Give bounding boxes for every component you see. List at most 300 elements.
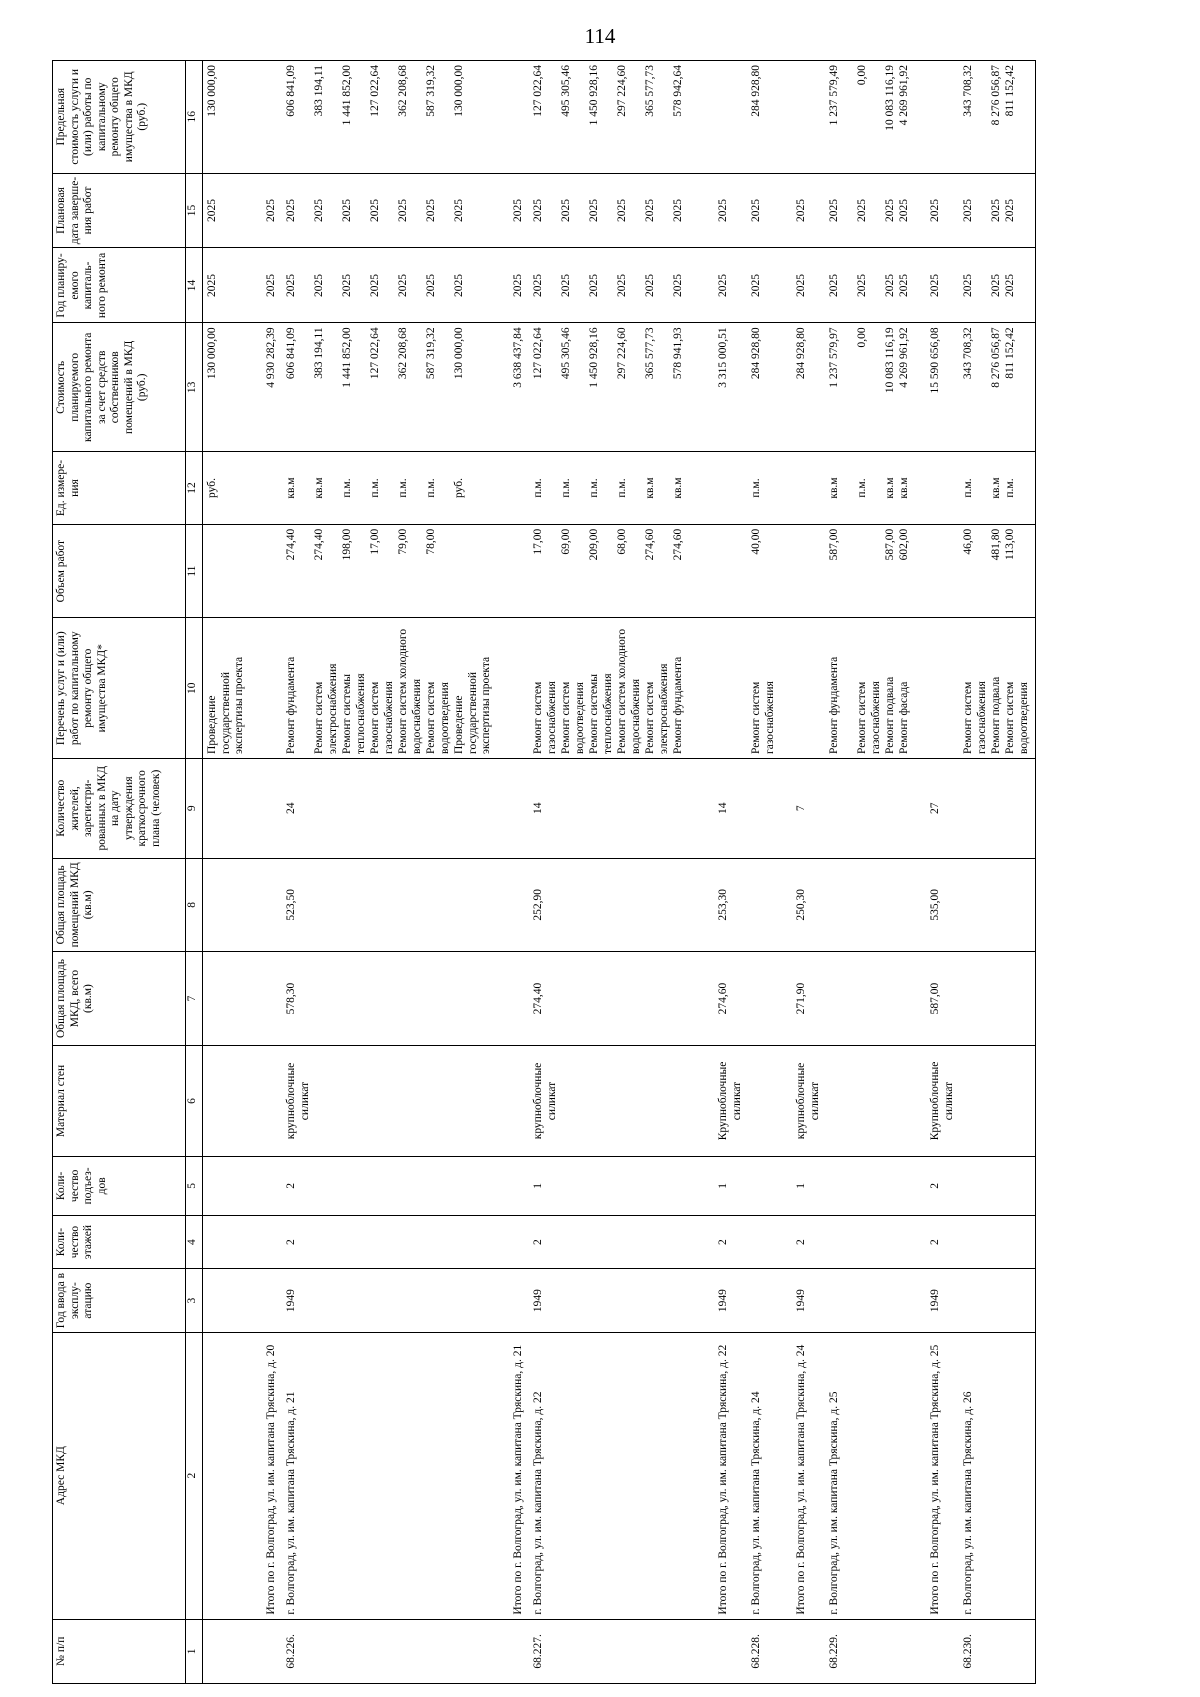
unit-item: кв.м — [644, 477, 656, 499]
plan-year-item: 2025 — [884, 273, 897, 297]
unit-cell — [915, 452, 959, 525]
end-date-item: 2025 — [532, 199, 544, 222]
volume-cell — [703, 524, 747, 618]
address-cell: г. Волгоград, ул. им. капитана Тряскина, д. 21 — [282, 1332, 498, 1619]
cost-item: 343 708,32 — [962, 327, 975, 380]
row-number — [703, 1619, 747, 1683]
material-cell — [959, 1045, 1036, 1156]
rooms-area-cell: 253,30 — [703, 858, 747, 952]
plan-year-item: 2025 — [512, 273, 524, 297]
cost-item: 127 022,64 — [532, 327, 544, 380]
total-row — [251, 61, 282, 1684]
column-number: 12 — [186, 452, 203, 525]
limit-item: 1 237 579,49 — [828, 65, 841, 126]
year-cell: 1949 — [282, 1269, 498, 1332]
unit-item: кв.м — [828, 477, 841, 499]
works-item: Проведение государственной экспертизы проекта — [206, 656, 246, 754]
material-cell: крупноблочные силикат — [781, 1045, 825, 1156]
total-area-cell: 587,00 — [915, 952, 959, 1046]
address-cell — [203, 1332, 252, 1619]
plan-year-item: 2025 — [962, 273, 975, 297]
floors-cell — [747, 1215, 781, 1269]
repair-plan-table — [52, 60, 1036, 1684]
end-date-item: 2025 — [341, 199, 353, 222]
volume-item — [717, 529, 731, 614]
cost-item: 1 450 928,16 — [588, 327, 600, 388]
end-date-cell — [529, 173, 703, 248]
material-cell: крупноблочные силикат — [282, 1045, 498, 1156]
unit-item: п.м. — [588, 478, 600, 498]
volume-cell — [959, 524, 1036, 618]
plan-year-item: 2025 — [453, 273, 465, 297]
unit-cell — [529, 452, 703, 525]
works-cell — [959, 618, 1036, 759]
end-date-item: 2025 — [588, 199, 600, 222]
volume-item: 113,00 — [1004, 528, 1017, 560]
rooms-area-cell — [825, 858, 915, 952]
unit-cell — [703, 452, 747, 525]
cost-item: 284 928,80 — [795, 327, 808, 380]
year-cell — [825, 1269, 915, 1332]
volume-item — [265, 529, 279, 614]
limit-item: 10 083 116,19 — [884, 65, 897, 131]
year-cell — [203, 1269, 252, 1332]
year-cell: 1949 — [915, 1269, 959, 1332]
cost-item: 3 315 000,51 — [717, 327, 729, 388]
end-date-item: 2025 — [285, 199, 297, 222]
material-cell — [498, 1045, 529, 1156]
works-item: Ремонт систем газоснабжения — [962, 681, 988, 754]
column-number-row — [186, 61, 203, 1684]
column-number: 4 — [186, 1215, 203, 1269]
column-header: Плановая дата заверше-ния работ — [53, 173, 186, 248]
column-number: 5 — [186, 1157, 203, 1216]
entrances-cell — [203, 1157, 252, 1216]
cost-item: 297 224,60 — [616, 327, 628, 380]
volume-cell — [498, 524, 529, 618]
unit-item: кв.м — [313, 477, 325, 499]
volume-cell — [529, 524, 703, 618]
header-row — [53, 61, 186, 1684]
entrances-cell: 1 — [781, 1157, 825, 1216]
limit-item: 587 319,32 — [425, 65, 437, 117]
end-date-item: 2025 — [898, 199, 911, 222]
limit-item: 130 000,00 — [453, 65, 465, 117]
works-cell — [251, 618, 282, 759]
floors-cell: 2 — [529, 1215, 703, 1269]
material-cell — [825, 1045, 915, 1156]
unit-cell — [203, 452, 252, 525]
unit-item: руб. — [453, 478, 465, 498]
limit-item — [717, 65, 731, 169]
plan-year-item: 2025 — [369, 273, 381, 297]
plan-year-cell — [959, 248, 1036, 323]
plan-year-item: 2025 — [206, 273, 218, 297]
limit-item: 495 305,46 — [560, 65, 572, 117]
row-number: 68.229. — [825, 1619, 915, 1683]
cost-cell — [529, 323, 703, 452]
end-date-cell — [959, 173, 1036, 248]
total-area-cell: 274,40 — [529, 952, 703, 1046]
unit-item: п.м. — [616, 478, 628, 498]
end-date-item: 2025 — [828, 199, 841, 222]
row-number — [781, 1619, 825, 1683]
rooms-area-cell — [251, 858, 282, 952]
plan-year-item: 2025 — [1004, 273, 1017, 297]
column-header: Материал стен — [53, 1045, 186, 1156]
limit-cell — [703, 61, 747, 174]
limit-cell — [747, 61, 781, 174]
entrances-cell — [747, 1157, 781, 1216]
column-number: 2 — [186, 1332, 203, 1619]
limit-cell — [825, 61, 915, 174]
plan-year-cell — [825, 248, 915, 323]
limit-item — [795, 65, 809, 169]
limit-item: 127 022,64 — [532, 65, 544, 117]
column-header: Ед. измере-ния — [53, 452, 186, 525]
works-cell — [915, 618, 959, 759]
column-number: 3 — [186, 1269, 203, 1332]
unit-item: кв.м — [898, 477, 911, 499]
column-header: Общая площадь помещений МКД (кв.м) — [53, 858, 186, 952]
repair-plan-sheet — [52, 60, 1152, 1684]
unit-item — [717, 456, 731, 520]
works-item: Ремонт систем газоснабжения — [532, 681, 558, 754]
unit-cell — [747, 452, 781, 525]
material-cell: Крупноблочные силикат — [703, 1045, 747, 1156]
unit-item: п.м. — [397, 478, 409, 498]
works-item: Ремонт систем водоотведения — [1004, 681, 1030, 754]
unit-item — [512, 456, 526, 520]
plan-year-item: 2025 — [560, 273, 572, 297]
rooms-area-cell — [747, 858, 781, 952]
volume-item: 209,00 — [588, 528, 600, 561]
end-date-cell — [825, 173, 915, 248]
unit-cell — [498, 452, 529, 525]
total-row — [781, 61, 825, 1684]
end-date-cell — [915, 173, 959, 248]
volume-item — [795, 529, 809, 614]
table-row — [959, 61, 1036, 1684]
end-date-item: 2025 — [717, 199, 729, 222]
unit-item: п.м. — [532, 478, 544, 498]
entrances-cell: 1 — [703, 1157, 747, 1216]
unit-item: п.м. — [750, 478, 763, 498]
cost-item: 383 194,11 — [313, 327, 325, 379]
works-item: Проведение государственной экспертизы проекта — [453, 656, 493, 754]
floors-cell: 2 — [282, 1215, 498, 1269]
column-header: № п/п — [53, 1619, 186, 1683]
volume-item — [453, 529, 495, 614]
cost-item: 365 577,73 — [644, 327, 656, 380]
plan-year-item: 2025 — [672, 273, 684, 297]
unit-item: п.м. — [369, 478, 381, 498]
column-header: Предельная стоимость услуги и (или) работы по капитальному ремонту общего имущества в МКД (руб.) — [53, 61, 186, 174]
residents-cell: 14 — [703, 758, 747, 858]
volume-item: 68,00 — [616, 528, 628, 555]
works-item — [512, 622, 526, 754]
column-number: 8 — [186, 858, 203, 952]
limit-item: 284 928,80 — [750, 65, 763, 117]
plan-year-cell — [203, 248, 252, 323]
works-item: Ремонт систем газоснабжения — [856, 681, 882, 754]
volume-item: 40,00 — [750, 528, 763, 555]
table-row — [282, 61, 498, 1684]
volume-item — [512, 529, 526, 614]
row-number: 68.226. — [282, 1619, 498, 1683]
rooms-area-cell: 250,30 — [781, 858, 825, 952]
total-row — [915, 61, 959, 1684]
plan-year-item: 2025 — [644, 273, 656, 297]
unit-item: п.м. — [560, 478, 572, 498]
total-area-cell: 578,30 — [282, 952, 498, 1046]
material-cell: Крупноблочные силикат — [915, 1045, 959, 1156]
cost-item: 15 590 656,08 — [929, 327, 942, 394]
total-row — [703, 61, 747, 1684]
limit-cell — [282, 61, 498, 174]
volume-item: 17,00 — [369, 528, 381, 555]
works-item: Ремонт фасада — [898, 681, 911, 754]
works-cell — [825, 618, 915, 759]
end-date-cell — [203, 173, 252, 248]
column-number: 15 — [186, 173, 203, 248]
cost-item: 587 319,32 — [425, 327, 437, 380]
end-date-item: 2025 — [856, 199, 869, 222]
rooms-area-cell — [498, 858, 529, 952]
end-date-item: 2025 — [512, 199, 524, 222]
entrances-cell: 2 — [282, 1157, 498, 1216]
end-date-item: 2025 — [313, 199, 325, 222]
column-number: 1 — [186, 1619, 203, 1683]
row-number — [251, 1619, 282, 1683]
volume-item: 587,00 — [828, 528, 841, 561]
material-cell: крупноблочные силикат — [529, 1045, 703, 1156]
cost-item: 811 152,42 — [1004, 327, 1017, 379]
plan-year-item: 2025 — [795, 273, 808, 297]
rooms-area-cell: 523,50 — [282, 858, 498, 952]
end-date-item: 2025 — [560, 199, 572, 222]
end-date-item: 2025 — [616, 199, 628, 222]
residents-cell — [498, 758, 529, 858]
row-number: 68.230. — [959, 1619, 1036, 1683]
material-cell — [203, 1045, 252, 1156]
plan-year-item: 2025 — [929, 273, 942, 297]
works-item: Ремонт систем водоотведения — [425, 681, 451, 754]
plan-year-item: 2025 — [856, 273, 869, 297]
limit-item: 130 000,00 — [206, 65, 218, 117]
volume-cell — [781, 524, 825, 618]
cost-item: 130 000,00 — [206, 327, 218, 380]
column-header: Стоимость планируемого капитального ремонта за счет средств собственников помещений в МКД (руб.) — [53, 323, 186, 452]
cost-item: 127 022,64 — [369, 327, 381, 380]
year-cell — [251, 1269, 282, 1332]
limit-item: 383 194,11 — [313, 65, 325, 117]
end-date-cell — [781, 173, 825, 248]
residents-cell: 14 — [529, 758, 703, 858]
cost-item: 1 237 579,97 — [828, 327, 841, 388]
column-header: Общая площадь МКД, всего (кв.м) — [53, 952, 186, 1046]
end-date-item: 2025 — [929, 199, 942, 222]
limit-item — [929, 65, 943, 169]
cost-item: 495 305,46 — [560, 327, 572, 380]
table-row — [747, 61, 781, 1684]
cost-cell — [959, 323, 1036, 452]
unit-cell — [959, 452, 1036, 525]
limit-item: 606 841,09 — [285, 65, 297, 117]
plan-year-item: 2025 — [285, 273, 297, 297]
residents-cell: 27 — [915, 758, 959, 858]
year-cell: 1949 — [529, 1269, 703, 1332]
table-body — [203, 61, 1036, 1684]
unit-item: кв.м — [672, 477, 684, 499]
works-cell — [703, 618, 747, 759]
cost-cell — [915, 323, 959, 452]
limit-cell — [203, 61, 252, 174]
plan-year-cell — [915, 248, 959, 323]
volume-item: 46,00 — [962, 528, 975, 555]
floors-cell: 2 — [703, 1215, 747, 1269]
works-cell — [203, 618, 252, 759]
plan-year-item: 2025 — [717, 273, 729, 297]
end-date-item: 2025 — [265, 199, 277, 222]
cost-cell — [703, 323, 747, 452]
limit-cell — [781, 61, 825, 174]
cost-cell — [498, 323, 529, 452]
column-header: Год ввода в эксплу-атацию — [53, 1269, 186, 1332]
works-cell — [529, 618, 703, 759]
works-cell — [498, 618, 529, 759]
cost-cell — [282, 323, 498, 452]
address-cell: г. Волгоград, ул. им. капитана Тряскина, д. 22 — [529, 1332, 703, 1619]
end-date-item: 2025 — [672, 199, 684, 222]
entrances-cell: 1 — [529, 1157, 703, 1216]
limit-item: 811 152,42 — [1004, 65, 1017, 117]
works-item: Ремонт фундамента — [828, 656, 841, 754]
column-header: Количество жителей, зарегистри-рованных в МКД на дату утверждения краткосрочного плана (человек) — [53, 758, 186, 858]
limit-item: 0,00 — [856, 65, 869, 86]
rooms-area-cell: 252,90 — [529, 858, 703, 952]
floors-cell: 2 — [915, 1215, 959, 1269]
limit-item: 578 942,64 — [672, 65, 684, 117]
total-area-cell — [498, 952, 529, 1046]
unit-item: кв.м — [884, 477, 897, 499]
works-item — [795, 622, 809, 754]
cost-item: 606 841,09 — [285, 327, 297, 380]
floors-cell — [251, 1215, 282, 1269]
volume-item: 198,00 — [341, 528, 353, 561]
address-cell: Итого по г. Волгоград, ул. им. капитана Тряскина, д. 25 — [915, 1332, 959, 1619]
end-date-cell — [747, 173, 781, 248]
column-number: 16 — [186, 61, 203, 174]
address-cell: Итого по г. Волгоград, ул. им. капитана Тряскина, д. 20 — [251, 1332, 282, 1619]
residents-cell — [747, 758, 781, 858]
limit-item: 8 276 056,87 — [990, 65, 1003, 126]
total-area-cell: 274,60 — [703, 952, 747, 1046]
plan-year-cell — [282, 248, 498, 323]
address-cell: Итого по г. Волгоград, ул. им. капитана Тряскина, д. 24 — [781, 1332, 825, 1619]
cost-cell — [251, 323, 282, 452]
volume-item: 274,60 — [672, 528, 684, 561]
column-number: 10 — [186, 618, 203, 759]
row-number — [203, 1619, 252, 1683]
column-header: Адрес МКД — [53, 1332, 186, 1619]
limit-cell — [959, 61, 1036, 174]
works-item: Ремонт подвала — [990, 676, 1003, 754]
plan-year-item: 2025 — [898, 273, 911, 297]
table-row — [529, 61, 703, 1684]
plan-year-cell — [781, 248, 825, 323]
total-area-cell: 271,90 — [781, 952, 825, 1046]
column-number: 6 — [186, 1045, 203, 1156]
volume-item: 602,00 — [898, 528, 911, 561]
year-cell — [747, 1269, 781, 1332]
works-item — [929, 622, 943, 754]
end-date-item: 2025 — [962, 199, 975, 222]
cost-cell — [781, 323, 825, 452]
volume-item — [856, 529, 884, 614]
end-date-item: 2025 — [425, 199, 437, 222]
residents-cell: 24 — [282, 758, 498, 858]
volume-item: 17,00 — [532, 528, 544, 555]
unit-item: п.м. — [962, 478, 975, 498]
volume-item: 274,60 — [644, 528, 656, 561]
plan-year-item: 2025 — [532, 273, 544, 297]
works-item: Ремонт систем газоснабжения — [750, 681, 776, 754]
end-date-item: 2025 — [884, 199, 897, 222]
volume-cell — [251, 524, 282, 618]
entrances-cell — [251, 1157, 282, 1216]
table-row — [825, 61, 915, 1684]
row-number: 68.228. — [747, 1619, 781, 1683]
row-number — [915, 1619, 959, 1683]
works-item: Ремонт систем водоотведения — [560, 681, 586, 754]
end-date-cell — [703, 173, 747, 248]
volume-item — [929, 529, 943, 614]
rooms-area-cell: 535,00 — [915, 858, 959, 952]
unit-cell — [251, 452, 282, 525]
column-number: 11 — [186, 524, 203, 618]
end-date-cell — [282, 173, 498, 248]
limit-item: 365 577,73 — [644, 65, 656, 117]
end-date-item: 2025 — [206, 199, 218, 222]
cost-item: 578 941,93 — [672, 327, 684, 380]
unit-item: п.м. — [425, 478, 437, 498]
volume-item: 79,00 — [397, 528, 409, 555]
volume-cell — [203, 524, 252, 618]
plan-year-item: 2025 — [265, 273, 277, 297]
unit-item — [265, 456, 279, 520]
limit-cell — [498, 61, 529, 174]
unit-cell — [282, 452, 498, 525]
residents-cell — [959, 758, 1036, 858]
plan-year-cell — [747, 248, 781, 323]
entrances-cell — [498, 1157, 529, 1216]
unit-item: руб. — [206, 478, 218, 498]
end-date-item: 2025 — [644, 199, 656, 222]
works-item: Ремонт систем электроснабжения — [644, 663, 670, 754]
end-date-cell — [251, 173, 282, 248]
entrances-cell: 2 — [915, 1157, 959, 1216]
limit-cell — [915, 61, 959, 174]
works-item — [717, 622, 731, 754]
total-area-cell — [825, 952, 915, 1046]
limit-item: 297 224,60 — [616, 65, 628, 117]
residents-cell — [251, 758, 282, 858]
floors-cell — [825, 1215, 915, 1269]
total-area-cell — [203, 952, 252, 1046]
plan-year-item: 2025 — [425, 273, 437, 297]
plan-year-item: 2025 — [990, 273, 1003, 297]
